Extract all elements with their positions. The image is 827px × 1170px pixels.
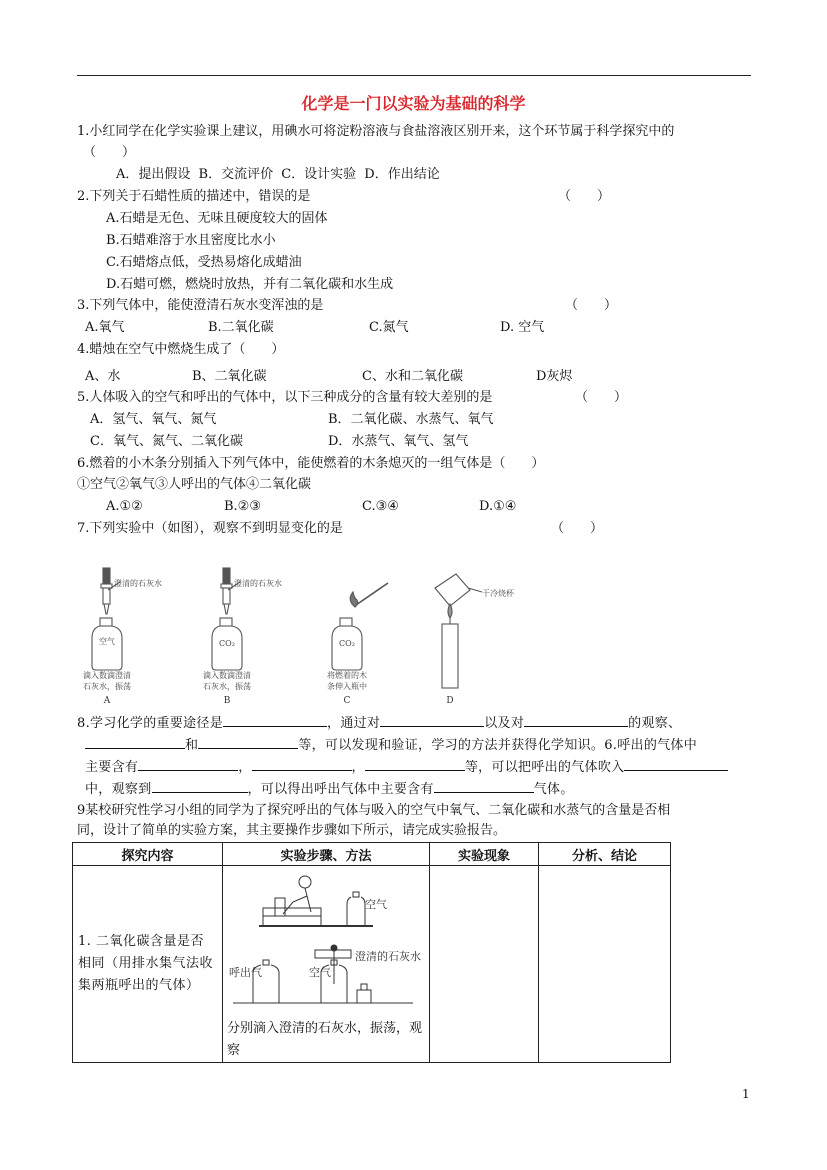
q3-option-c: C.氮气 [369,320,409,335]
q6-option-c: C.③④ [362,499,399,514]
answer-blank[interactable] [85,734,185,749]
q5-paren: （ ） [575,390,628,405]
q6-stem: 6.燃着的小木条分别插入下列气体中，能使燃着的木条熄灭的一组气体是（ ） [77,456,545,471]
table-header-row [73,843,671,866]
fig-lime-label: 澄清的石灰水 [355,950,421,963]
q2-option-a: A.石蜡是无色、无味且硬度较大的固体 [106,211,328,226]
q3-stem: 3.下列气体中，能使澄清石灰水变浑浊的是 [77,298,324,313]
dropper-icon [221,568,240,614]
q8-text: 的观察、 [628,716,682,731]
fig-air-label: 空气 [365,898,387,911]
q5-option-a: A．氢气、氧气、氮气 [90,412,217,427]
q9-line1: 9某校研究性学习小组的同学为了探究呼出的气体与吸入的空气中氧气、二氧化碳和水蒸气的含量是否相 [77,803,671,818]
q1-stem: 1.小红同学在化学实验课上建议，用碘水可将淀粉溶液与食盐溶液区别开来，这个环节属于科学探究中的 [77,124,675,139]
q1-options: A．提出假设 B．交流评价 C．设计实验 D．作出结论 [116,167,440,182]
caption-a-2: 石灰水，振荡 [83,682,131,691]
q8-text: ， [238,760,252,775]
q8-text: ，通过对 [327,716,381,731]
burning-splint-icon [350,583,388,607]
q8-text: ， [351,760,365,775]
q2-option-d: D.石蜡可燃，燃烧时放热，并有二氧化碳和水生成 [106,277,394,292]
q3-option-a: A.氧气 [85,320,125,335]
q8-text: 以及对 [484,716,525,731]
q8-text: ，可以得出呼出气体中主要含有 [247,782,434,797]
q6-option-d: D.①④ [479,499,517,514]
header-rule [77,75,751,76]
bottle-label-b: CO₂ [219,639,235,648]
answer-blank[interactable] [365,756,465,771]
q1-paren: （ ） [83,145,136,160]
cell-content [73,866,223,1063]
q5-option-d: D．水蒸气、氧气、氢气 [328,434,469,449]
answer-blank[interactable] [138,756,238,771]
answer-blank[interactable] [152,778,248,793]
header-conclusion: 分析、结论 [539,843,671,866]
q8-paragraph [77,712,753,800]
experiment-report-table [72,842,671,1063]
q6-list: ①空气②氧气③人呼出的气体④二氧化碳 [77,477,312,492]
q5-stem: 5.人体吸入的空气和呼出的气体中，以下三种成分的含量有较大差别的是 [77,390,493,405]
fig-air2-label: 空气 [309,966,331,979]
step-text: 分别滴入澄清的石灰水，振荡，观察 [227,1021,423,1058]
answer-blank[interactable] [198,734,298,749]
q2-option-b: B.石蜡难溶于水且密度比水小 [106,233,276,248]
caption-b-2: 石灰水，振荡 [203,682,251,691]
page-title: 化学是一门以实验为基础的科学 [301,94,526,113]
caption-b-1: 滴入数滴澄清 [203,671,251,680]
q5-option-b: B．二氧化碳、水蒸气、氧气 [328,412,494,427]
figure-letter-c: C [343,696,351,706]
caption-c-2: 条伸入瓶中 [327,682,367,691]
q4-option-d: D灰烬 [536,369,573,384]
answer-blank[interactable] [252,756,352,771]
q3-option-b: B.二氧化碳 [208,320,274,335]
answer-blank[interactable] [434,778,534,793]
q4-option-a: A、水 [85,369,121,384]
answer-blank[interactable] [223,712,327,727]
bottle-label-a: 空气 [99,637,115,646]
q2-paren: （ ） [558,189,611,204]
cell-steps [223,866,430,1063]
header-content: 探究内容 [73,843,223,866]
q3-option-d: D. 空气 [500,320,545,335]
q3-paren: （ ） [565,298,618,313]
q7-paren: （ ） [551,521,604,536]
answer-blank[interactable] [624,756,728,771]
q8-text: 气体。 [533,782,574,797]
q8-text: 主要含有 [85,760,139,775]
q7-figure [70,560,570,710]
q6-option-b: B.②③ [224,499,261,514]
candle-icon [442,604,458,688]
cell-conclusion[interactable] [539,866,671,1063]
person-body-icon [283,888,311,914]
dropper-label-b: 澄清的石灰水 [234,579,282,588]
beaker-icon [435,574,482,606]
q2-stem: 2.下列关于石蜡性质的描述中，错误的是 [77,189,311,204]
beaker-label: 干冷烧杯 [482,589,514,598]
q8-text: 8.学习化学的重要途径是 [77,716,224,731]
header-observation: 实验现象 [430,843,539,866]
q8-text: 和 [185,738,199,753]
q7-stem: 7.下列实验中（如图），观察不到明显变化的是 [77,521,343,536]
q4-option-b: B、二氧化碳 [192,369,267,384]
q4-option-c: C、水和二氧化碳 [362,369,463,384]
q6-option-a: A.①② [106,499,143,514]
q9-line2: 同，设计了简单的实验方案，其主要操作步骤如下所示，请完成实验报告。 [77,823,507,838]
q8-text: 中，观察到 [85,782,152,797]
bottle-label-c: CO₂ [339,639,355,648]
content-text: 1. 二氧化碳含量是否相同（用排水集气法收集两瓶呼出的气体） [78,934,214,993]
person-head-icon [299,876,311,888]
page-number: 1 [742,1087,750,1101]
table-row [73,866,671,1063]
dropper-label-a: 澄清的石灰水 [114,579,162,588]
figure-letter-a: A [103,696,111,706]
answer-blank[interactable] [380,712,484,727]
answer-blank[interactable] [524,712,628,727]
exhale-experiment-figure [223,868,423,1018]
fig-exhale-label: 呼出气 [229,966,262,979]
figure-letter-b: B [223,696,231,706]
q8-text: 等，可以发现和验证，学习的方法并获得化学知识。6.呼出的气体中 [298,738,698,753]
header-steps: 实验步骤、方法 [223,843,430,866]
dropper-icon [101,568,120,614]
water-trough-icon [263,908,321,926]
q4-stem: 4.蜡烛在空气中燃烧生成了（ ） [77,342,285,357]
q8-text: 等，可以把呼出的气体吹入 [464,760,625,775]
figure-letter-d: D [446,696,454,706]
cell-observation[interactable] [430,866,539,1063]
caption-a-1: 滴入数滴澄清 [83,671,131,680]
q5-option-c: C．氧气、氮气、二氧化碳 [90,434,243,449]
q2-option-c: C.石蜡熔点低，受热易熔化成蜡油 [106,255,302,270]
caption-c-1: 将燃着的木 [327,671,367,680]
